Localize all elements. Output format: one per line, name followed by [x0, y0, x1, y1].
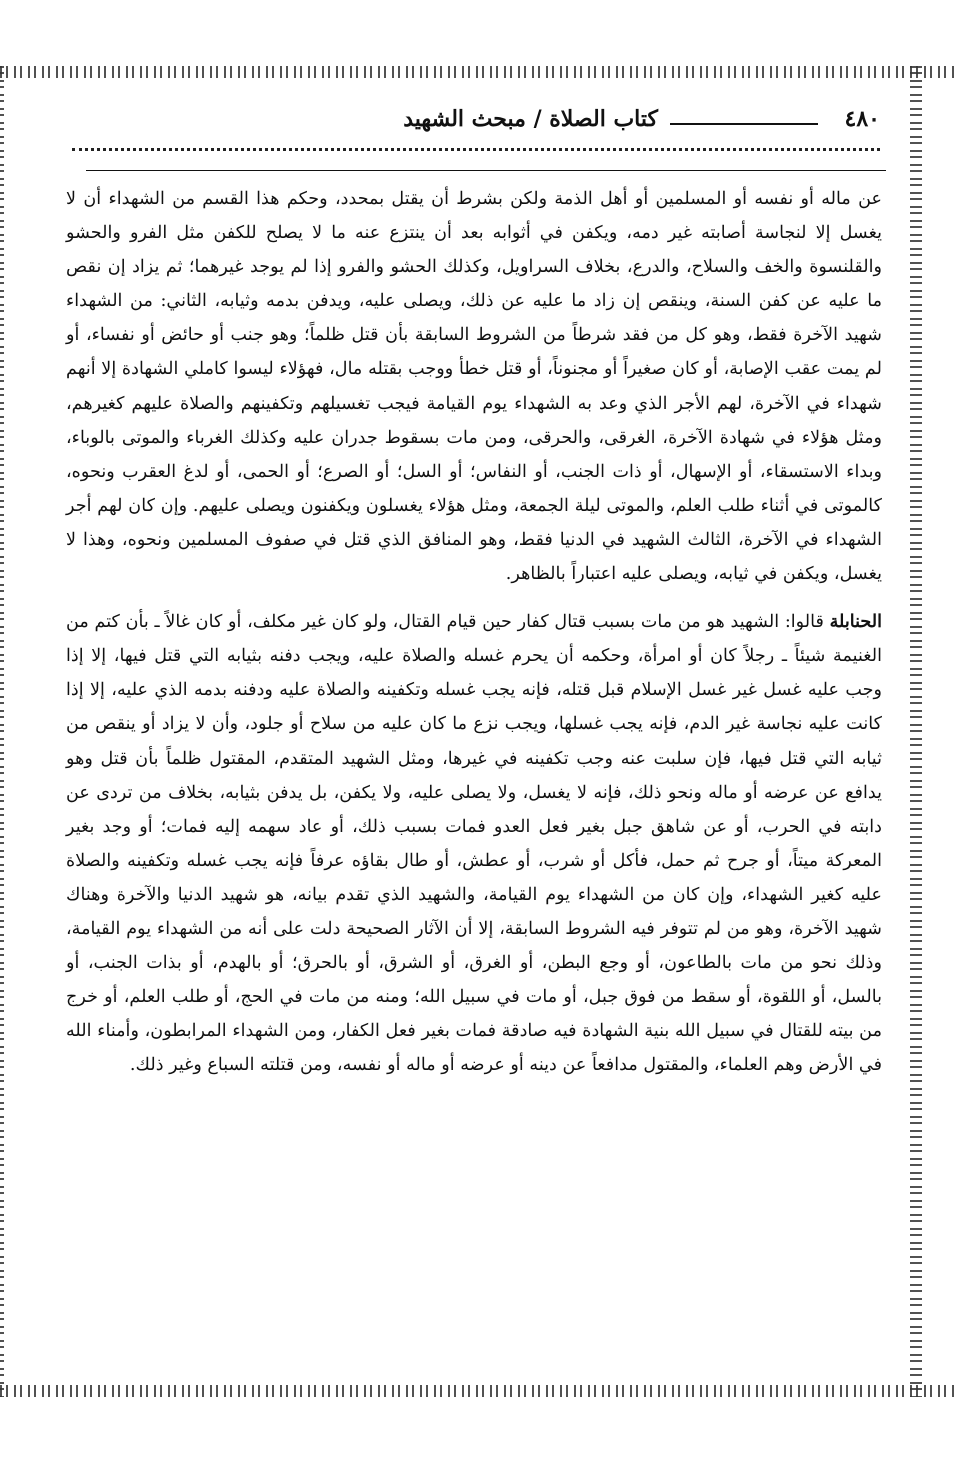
header-rule	[670, 123, 818, 125]
paragraph-2-lead: الحنابلة	[829, 611, 883, 633]
page-body	[66, 182, 882, 1082]
page-header	[70, 104, 880, 140]
page-number: ٤٨٠	[844, 106, 880, 132]
paragraph-1: عن ماله أو نفسه أو المسلمين أو أهل الذمة ولكن بشرط أن يقتل بمحدد، وحكم هذا القسم من الشهداء أن لا يغسل إلا لنجاسة أصابته غير دمه، ويكفن في أثوابه بعد أن ينتزع عنه ما لا يصلح للكفن مثل الفرو والحشو والقلنسوة والخف والسلاح، والدرع، بخلاف السراويل، وكذلك الحشو والفرو إذا لم يوجد غيرهما؛ ثم يزاد إن نقص ما عليه عن كفن السنة، وينقص إن زاد ما عليه عن ذلك، ويصلى عليه، ويدفن بدمه وثيابه، الثاني: من الشهداء شهيد الآخرة فقط، وهو كل من فقد شرطاً من الشروط السابقة بأن قتل ظلماً؛ وهو جنب أو حائض أو نفساء، أو لم يمت عقب الإصابة، أو كان صغيراً أو مجنوناً، أو قتل خطأ ووجب بقتله مال، فهؤلاء ليسوا كاملي الشهادة إلا أنهم شهداء في الآخرة، لهم الأجر الذي وعد به الشهداء يوم القيامة فيجب تغسيلهم وتكفينهم والصلاة عليهم كغيرهم، ومثل هؤلاء في شهادة الآخرة، الغرقى، والحرقى، ومن مات بسقوط جدران عليه وكذلك الغرباء والموتى بالوباء، وبداء الاستسقاء، أو الإسهال، أو ذات الجنب، أو النفاس؛ أو السل؛ أو الصرع؛ أو الحمى، أو لدغ العقرب ونحوه، كالموتى في أثناء طلب العلم، والموتى ليلة الجمعة، ومثل هؤلاء يغسلون ويكفنون ويصلى عليهم. وإن كان لهم أجر الشهداء في الآخرة، الثالث الشهيد في الدنيا فقط، وهو المنافق الذي قتل في صفوف المسلمين ونحوه، وهذا لا يغسل، ويكفن في ثيابه، ويصلى عليه اعتباراً بالظاهر.	[66, 189, 882, 585]
header-solid-divider	[86, 170, 886, 171]
right-border	[910, 66, 922, 1397]
left-border	[0, 66, 4, 1397]
top-border	[0, 66, 956, 78]
header-dotted-divider	[72, 148, 880, 151]
paragraph-2-text: قالوا: الشهيد هو من مات بسبب قتال كفار حين قيام القتال، ولو كان غير مكلف، أو كان غالاً ـ بأن كتم من الغنيمة شيئاً ـ رجلاً كان أو امرأة، وحكمه أن يحرم غسله والصلاة عليه، ويجب دفنه بثيابه التي قتل فيها، إلا إذا وجب عليه غسل غير غسل الإسلام قبل قتله، فإنه يجب غسله وتكفينه والصلاة عليه ودفنه بدمه الذي عليه، إلا إذا كانت عليه نجاسة غير الدم، فإنه يجب غسلها، ويجب نزع ما كان عليه من سلاح أو جلود، وأن لا يزاد أو ينقص من ثيابه التي قتل فيها، فإن سلبت عنه وجب تكفينه في غيرها، ومثل الشهيد المتقدم، المقتول ظلماً بأن قتل وهو يدافع عن عرضه أو ماله ونحو ذلك، فإنه لا يغسل، ولا يصلى عليه، ولا يكفن، بل يدفن بثيابه، بخلاف من تردى عن دابته في الحرب، أو عن شاهق جبل بغير فعل العدو فمات بسبب ذلك، أو عاد سهمه إليه فمات؛ أو وجد بغير المعركة ميتاً، أو جرح ثم حمل، فأكل أو شرب، أو عطش، أو طال بقاؤه عرفاً فإنه يجب غسله وتكفينه والصلاة عليه كغير الشهداء، وإن كان من الشهداء يوم القيامة، والشهيد الذي تقدم بيانه، هو شهيد الدنيا والآخرة وهناك شهيد الآخرة، وهو من لم تتوفر فيه الشروط السابقة، إلا أن الآثار الصحيحة دلت على أنه من الشهداء يوم القيامة، وذلك نحو من مات بالطاعون، أو وجع البطن، أو الغرق، أو الشرق، أو بالحرق؛ أو بالهدم، أو بذات الجنب، أو بالسل، أو اللقوة، أو سقط من فوق جبل، أو مات في سبيل الله؛ ومنه من مات في الحج، أو طلب العلم، أو خرج من بيته للقتال في سبيل الله بنية الشهادة فيه صادقة فمات بغير فعل الكفار، ومن الشهداء المرابطون، وأمناء الله في الأرض وهم العلماء، والمقتول مدافعاً عن دينه أو عرضه أو ماله أو نفسه، ومن قتلته السباع وغير ذلك.	[66, 612, 882, 1076]
running-title: كتاب الصلاة / مبحث الشهيد	[403, 106, 658, 132]
bottom-border	[0, 1385, 956, 1397]
paragraph-2	[66, 605, 882, 1082]
